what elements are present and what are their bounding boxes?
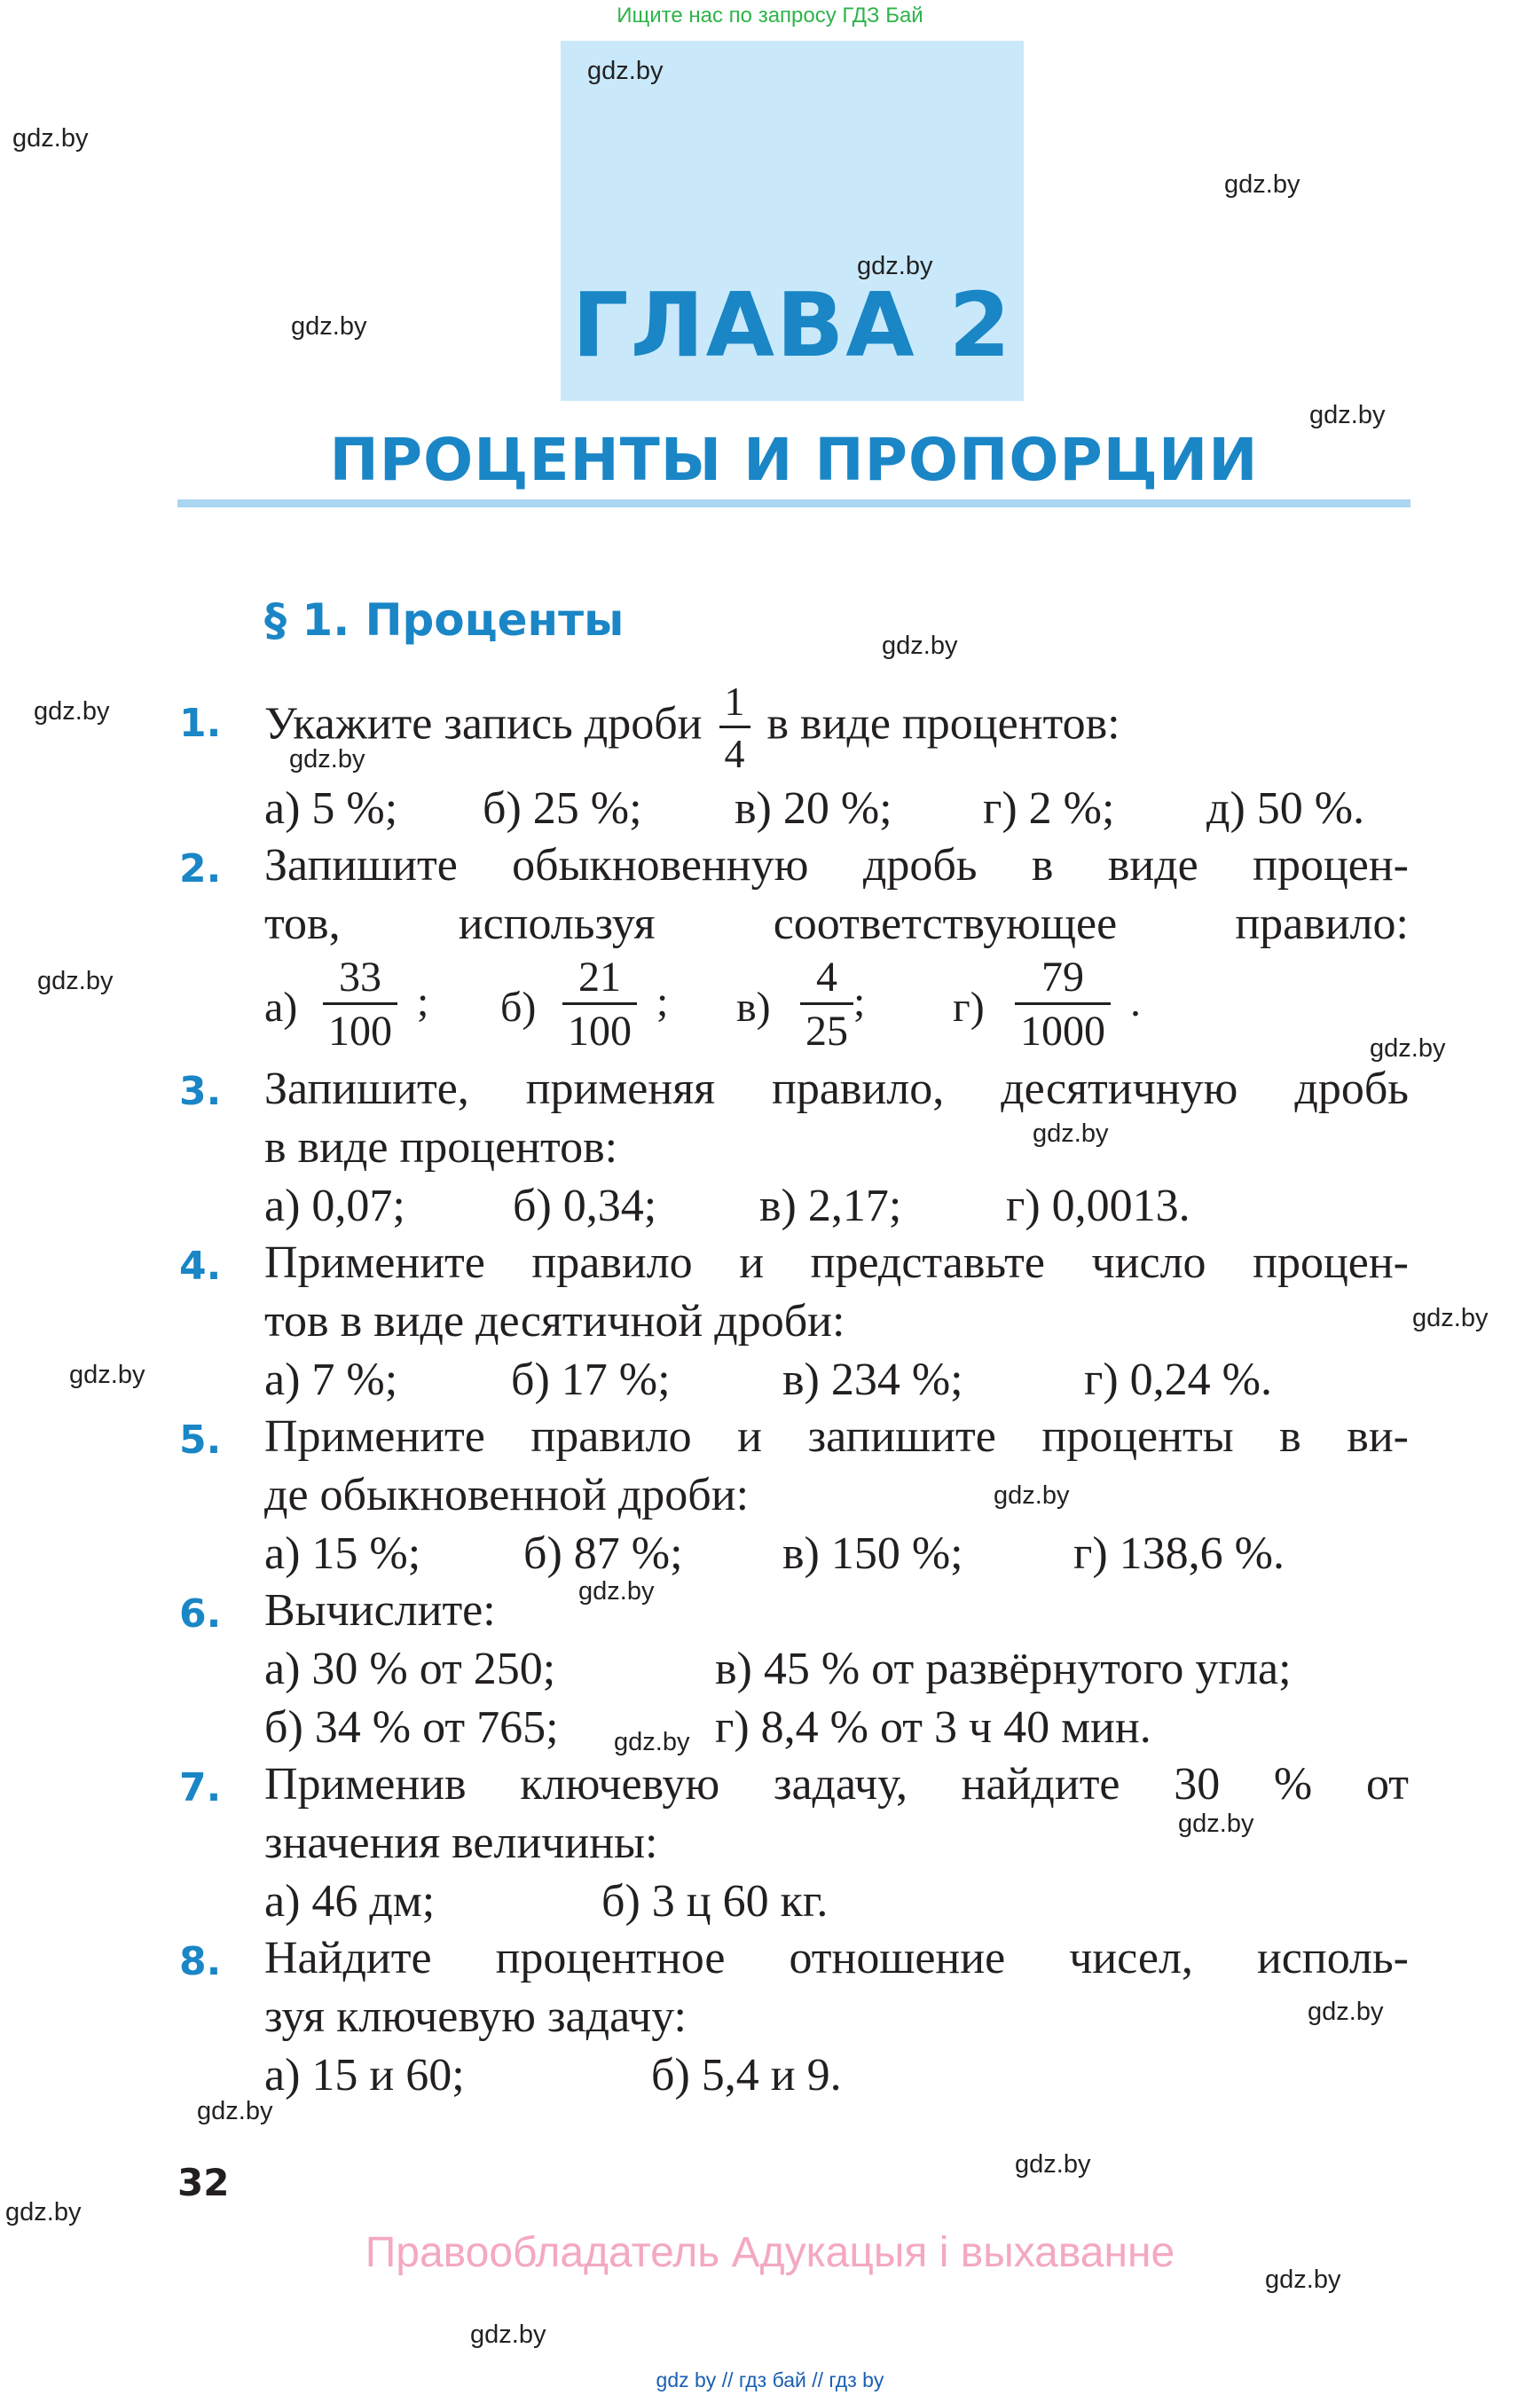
option-b: б) 34 % от 765; bbox=[264, 1702, 559, 1753]
option-g-label: г) bbox=[953, 984, 985, 1031]
fraction-numerator: 79 bbox=[1041, 954, 1084, 1001]
page-number: 32 bbox=[177, 2161, 230, 2204]
exercise-8-line-1: Найдите процентное отношение чисел, исполь- bbox=[264, 1933, 1409, 1983]
exercise-2-line-1: Запишите обыкновенную дробь в виде процен- bbox=[264, 840, 1409, 891]
top-banner[interactable]: Ищите нас по запросу ГДЗ Бай bbox=[617, 4, 923, 27]
watermark: gdz.by bbox=[1178, 1810, 1254, 1838]
exercise-5-line-1: Примените правило и запишите проценты в ви- bbox=[264, 1411, 1409, 1462]
option-g: г) 0,0013. bbox=[1006, 1181, 1190, 1231]
exercise-3-line-2: в виде процентов: bbox=[264, 1122, 618, 1173]
watermark: gdz.by bbox=[470, 2321, 546, 2349]
option-v-label: в) bbox=[736, 984, 771, 1031]
chapter-subtitle: ПРОЦЕНТЫ И ПРОПОРЦИИ bbox=[329, 426, 1259, 494]
separator: ; bbox=[853, 978, 866, 1025]
fraction-numerator: 1 bbox=[724, 679, 745, 724]
option-v: в) 45 % от развёрнутого угла; bbox=[715, 1644, 1292, 1694]
exercise-number-6: 6. bbox=[179, 1591, 222, 1637]
option-b: б) 87 %; bbox=[523, 1528, 683, 1579]
watermark: gdz.by bbox=[1412, 1304, 1489, 1332]
exercise-4-line-1: Примените правило и представьте число процен- bbox=[264, 1237, 1409, 1288]
option-g: г) 8,4 % от 3 ч 40 мин. bbox=[715, 1702, 1151, 1753]
option-a: а) 5 %; bbox=[264, 783, 398, 834]
watermark: gdz.by bbox=[587, 57, 664, 85]
watermark: gdz.by bbox=[614, 1728, 690, 1756]
watermark: gdz.by bbox=[857, 252, 933, 280]
option-b: б) 5,4 и 9. bbox=[651, 2050, 842, 2101]
chapter-divider bbox=[177, 499, 1410, 507]
option-g: г) 138,6 %. bbox=[1073, 1528, 1285, 1579]
footer-links[interactable]: gdz by // гдз бай // гдз by bbox=[656, 2368, 884, 2391]
exercise-3-line-1: Запишите, применяя правило, десятичную дробь bbox=[264, 1064, 1409, 1114]
end-period: . bbox=[1130, 978, 1141, 1025]
fraction-denominator: 4 bbox=[719, 726, 750, 774]
option-a: а) 7 %; bbox=[264, 1355, 398, 1405]
watermark: gdz.by bbox=[1308, 1998, 1384, 2026]
copyright-notice: Правообладатель Адукацыя і выхаванне bbox=[365, 2229, 1175, 2276]
fraction-denominator: 100 bbox=[562, 1002, 637, 1053]
exercise-5-line-2: де обыкновенной дроби: bbox=[264, 1470, 750, 1520]
exercise-8-line-2: зуя ключевую задачу: bbox=[264, 1991, 687, 2042]
option-a: а) 46 дм; bbox=[264, 1876, 436, 1927]
option-v: в) 2,17; bbox=[759, 1181, 902, 1231]
section-heading: § 1. Проценты bbox=[264, 594, 625, 646]
exercise-2-line-2: тов, используя соответствующее правило: bbox=[264, 899, 1409, 949]
exercise-7-line-1: Применив ключевую задачу, найдите 30 % от bbox=[264, 1759, 1409, 1810]
separator: ; bbox=[417, 978, 429, 1025]
separator: ; bbox=[656, 978, 669, 1025]
exercise-1-text-before: Укажите запись дроби bbox=[264, 698, 703, 750]
watermark: gdz.by bbox=[1265, 2266, 1341, 2294]
watermark: gdz.by bbox=[1370, 1034, 1446, 1063]
option-v: в) 234 %; bbox=[782, 1355, 963, 1405]
exercise-number-8: 8. bbox=[179, 1939, 222, 1984]
fraction-denominator: 100 bbox=[323, 1002, 397, 1053]
chapter-title: ГЛАВА 2 bbox=[571, 273, 1013, 377]
exercise-1-text-after: в виде процентов: bbox=[766, 698, 1120, 750]
watermark: gdz.by bbox=[289, 745, 365, 774]
option-v-fraction bbox=[800, 956, 853, 1053]
option-d: д) 50 %. bbox=[1206, 783, 1365, 834]
exercise-1-text bbox=[264, 681, 1120, 774]
exercise-number-1: 1. bbox=[179, 701, 222, 746]
option-a: а) 15 и 60; bbox=[264, 2050, 465, 2101]
exercise-6-line-1: Вычислите: bbox=[264, 1585, 496, 1636]
watermark: gdz.by bbox=[1224, 170, 1300, 199]
watermark: gdz.by bbox=[1033, 1119, 1109, 1148]
exercise-number-5: 5. bbox=[179, 1417, 222, 1463]
watermark: gdz.by bbox=[578, 1577, 655, 1606]
watermark: gdz.by bbox=[5, 2198, 82, 2226]
fraction-numerator: 33 bbox=[339, 954, 381, 1001]
option-a: а) 15 %; bbox=[264, 1528, 421, 1579]
exercise-number-7: 7. bbox=[179, 1765, 222, 1810]
option-g: г) 2 %; bbox=[983, 783, 1115, 834]
fraction-denominator: 1000 bbox=[1015, 1002, 1111, 1053]
option-b: б) 3 ц 60 кг. bbox=[601, 1876, 829, 1927]
watermark: gdz.by bbox=[291, 312, 367, 341]
watermark: gdz.by bbox=[994, 1481, 1070, 1510]
watermark: gdz.by bbox=[34, 697, 110, 726]
exercise-1-fraction bbox=[719, 681, 750, 774]
fraction-numerator: 21 bbox=[578, 954, 621, 1001]
exercise-4-line-2: тов в виде десятичной дроби: bbox=[264, 1296, 845, 1347]
option-a-fraction bbox=[323, 956, 397, 1053]
exercise-number-3: 3. bbox=[179, 1069, 222, 1114]
watermark: gdz.by bbox=[197, 2097, 273, 2125]
fraction-denominator: 25 bbox=[800, 1002, 853, 1053]
option-a: а) 30 % от 250; bbox=[264, 1644, 556, 1694]
option-b-fraction bbox=[562, 956, 637, 1053]
exercise-number-4: 4. bbox=[179, 1244, 222, 1289]
option-v: в) 20 %; bbox=[735, 783, 892, 834]
option-v: в) 150 %; bbox=[782, 1528, 963, 1579]
option-a: а) 0,07; bbox=[264, 1181, 405, 1231]
watermark: gdz.by bbox=[37, 967, 114, 995]
option-g: г) 0,24 %. bbox=[1084, 1355, 1272, 1405]
option-b: б) 0,34; bbox=[513, 1181, 657, 1231]
exercise-7-line-2: значения величины: bbox=[264, 1818, 658, 1868]
option-g-fraction bbox=[1015, 956, 1111, 1053]
watermark: gdz.by bbox=[12, 124, 89, 153]
option-b-label: б) bbox=[500, 984, 537, 1031]
fraction-numerator: 4 bbox=[816, 954, 837, 1001]
watermark: gdz.by bbox=[1015, 2150, 1091, 2179]
option-b: б) 17 %; bbox=[511, 1355, 671, 1405]
watermark: gdz.by bbox=[1309, 401, 1386, 429]
watermark: gdz.by bbox=[69, 1361, 145, 1389]
option-b: б) 25 %; bbox=[483, 783, 642, 834]
watermark: gdz.by bbox=[882, 632, 958, 660]
exercise-number-2: 2. bbox=[179, 846, 222, 891]
option-a-label: а) bbox=[264, 984, 298, 1031]
